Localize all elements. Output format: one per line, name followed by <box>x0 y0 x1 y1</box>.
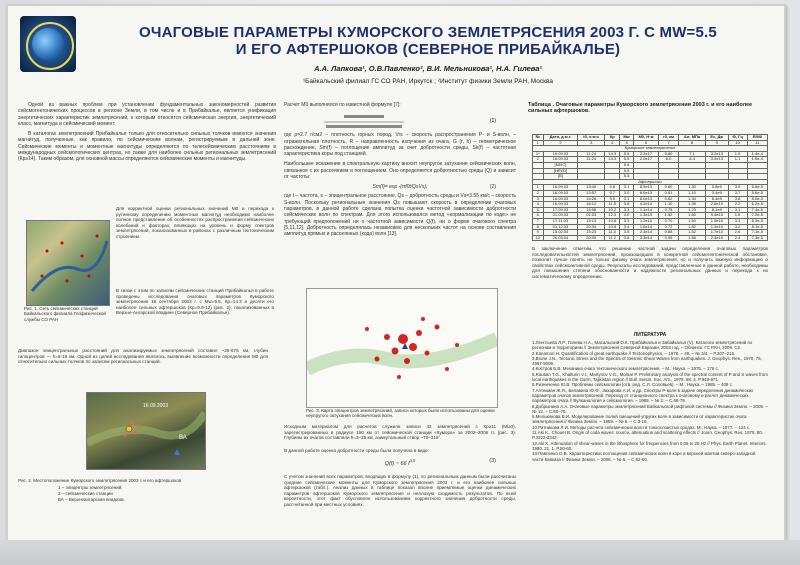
table-cell: 4 <box>605 140 620 146</box>
kumora-paragraph: В связи с этим по записям сейсмических станций Прибайкалья в работе проведены исследования очаговых параметров Куморского землетрясения 16 сентября 2003 г. с Mw=5.5, Кр=14.3 и десяти его наиболее сильных афтершоков (Кр=9.6-12) (рис. 2), локализованных в Верхне-Ангарской впадине (Северное Прибайкалье). <box>116 288 274 316</box>
epicenter-cluster <box>365 317 459 379</box>
aftershock-marker <box>133 431 136 434</box>
fig1-caption: Рис. 1. Сеть сейсмических станций Байкальского филиала Геофизической службы СО РАН <box>24 306 106 322</box>
literature-item: 11.Aki K., Chouet B. Origin of coda waves: source, attenuation and scattering effects // Journ. Geophys. Res. 1975. 80. P.3322-3342. <box>532 430 763 441</box>
table-cell: 01.12.03 <box>543 224 578 230</box>
table-cell: 3 <box>578 140 605 146</box>
table-cell: 9 <box>533 230 544 236</box>
table-cell: Δσ, МПа <box>678 135 705 141</box>
table-cell: 7.3e-5 <box>747 235 767 241</box>
table-cell: 1* <box>533 151 544 157</box>
aftershock-marker <box>129 421 132 424</box>
epicenter-marker <box>416 330 422 336</box>
table-cell: 3.1 <box>728 207 747 213</box>
epicenter-map-graphic <box>87 393 205 469</box>
data-paragraph: Исходным материалом для расчетов служили записи 42 землетрясений с Кр≥11 (Ml≥3), зарегистрированных в радиусе 150 км от сейсмической станции «Кумора» за 2002–2006 гг. (рис. 3). Глубины их очагов составляли h=3–25 км, азимутальный створ ~70–315°. <box>284 424 516 441</box>
formula-explanation: где ρ=2.7 г/см2 – плотность горных пород, Vrs – скорость распространения P- и S-волн, – отражательная плотность, R – направленность излучения из очага, G (r, h) – геометрическое расхождение, Sm(f) – поглощение амплитуд за счет добротности среды, Sk(f) – частотная характеристика коры под станцией. <box>284 132 516 158</box>
fig2-legend-1: 1 – эпицентры землетрясений; <box>58 485 123 490</box>
table-cell: 1.66 <box>678 235 705 241</box>
table-cell: 1.5e-4 <box>747 157 767 163</box>
table-cell: 1.39 <box>678 202 705 208</box>
table-cell: 0.95 <box>659 235 679 241</box>
table-cell: 8 <box>678 140 705 146</box>
aftershock-marker <box>137 424 140 427</box>
poster-title-line1: ОЧАГОВЫЕ ПАРАМЕТРЫ КУМОРСКОГО ЗЕМЛЕТРЯСЕНИЯ 2003 Г. С MW=5.5 <box>139 24 717 41</box>
table-cell: 5.80 <box>659 151 679 157</box>
conclusion-paragraph: В заключение отметим, что решение частной задачи определения очаговых параметров последовательностей землетрясений, произошедших в конкретной сейсмотектонической обстановке, позволит лучше понять не только физику очага землетрясения, но и получить важную информацию о свойствах сейсмоактивной среды. Результаты исследований, представленные в данной работе, необходимы для повышения степени обоснованности и надежности региональных данных и перехода к их систематическому определению. <box>532 246 768 279</box>
table-cell: 4.0 <box>620 213 633 219</box>
table-cell: 2 <box>533 157 544 163</box>
table-cell: 16.09.03 <box>543 151 578 157</box>
formula-intro: Расчет M0 выполнялся по известной формуле [7]: <box>284 102 401 108</box>
station-marker <box>96 235 99 238</box>
table-cell: 1.10 <box>659 202 679 208</box>
table-cell: 1.0 <box>728 151 747 157</box>
formula-3-exponent: 0,8 <box>409 458 416 463</box>
table-cell: 10.2 <box>605 207 620 213</box>
table-header-row <box>533 135 768 141</box>
table-cell: [HRVD] <box>543 168 578 174</box>
epicenter-marker <box>404 358 410 364</box>
table-cell: 0.62 <box>659 196 679 202</box>
table-cell: 13:40 <box>578 185 605 191</box>
table-cell: 1.6e14 <box>633 224 658 230</box>
poster-affiliation: ¹Байкальский филиал ГС СО РАН, Иркутск ; ²Институт физики Земли РАН, Москва <box>303 78 553 85</box>
literature-item: 5.Rautian T.G., Khalturin V.I., Martynov V.G., Molnar P. Preliminary analysis of the spectral content of P and S waves from local earthquakes in the Garm, Tajikistan region // Bull. Seism. Soc. Am., 1978. 68. 4. P.949-971. <box>532 371 768 383</box>
table-cell: t0, ч:м:с <box>578 135 605 141</box>
station-network-map <box>26 220 110 306</box>
table-cell: 7 <box>659 140 679 146</box>
table-cell: 1.2e14 <box>633 218 658 224</box>
table-cell: 5.5 <box>620 168 633 174</box>
table-cell: 0.88 <box>659 230 679 236</box>
literature-item: 3.Brune J.N., Tectonic Stress and the Spectra of Seismic Shear Waves from earthquakes. J. Geophys. Res., 1970, 75, 4997-5009. <box>532 355 762 367</box>
table-cell: 6 <box>533 213 544 219</box>
column-left <box>18 102 276 532</box>
table-cell: № <box>533 135 544 141</box>
formula-denominator <box>326 125 402 128</box>
table-cell: 7.1e-5 <box>747 230 767 236</box>
table-cell: 2 <box>543 140 578 146</box>
table-cell: 5.5 <box>620 157 633 163</box>
table-cell: 10 <box>533 235 544 241</box>
table-cell: 1.4e-4 <box>747 151 767 157</box>
table-cell: 11.5 <box>605 202 620 208</box>
table-cell: 10 <box>728 140 747 146</box>
epicenter-marker <box>398 334 408 344</box>
lake-shape <box>32 241 107 291</box>
table-cell: 6.4 <box>678 157 705 163</box>
literature-item: 10.Ратникова Л.И. Методы расчета сейсмических волн в тонкослоистых средах. М.: Наука. – 1977. – 124 с. <box>532 424 751 430</box>
table-cell: 16.09.03 <box>543 196 578 202</box>
table-cell: 11.0 <box>605 230 620 236</box>
q-paragraph: Наибольшее искажение в спектральную картину вносит неупругое затухание сейсмических волн, связанное с их рассеянием и поглощением. Оно определяется добротностью среды (Q) и зависит от частоты: <box>284 161 516 181</box>
table-cell: 1.3e15 <box>633 213 658 219</box>
table-cell: 26.03.04 <box>543 235 578 241</box>
epicenter-marker <box>455 343 459 347</box>
table-cell: 16.09.03 <box>543 157 578 163</box>
table-cell: 3.0e13 <box>706 157 728 163</box>
table-cell: 8.0e13 <box>633 196 658 202</box>
table-cell: 1.30 <box>678 185 705 191</box>
table-cell: 3.3 <box>620 218 633 224</box>
institute-logo <box>20 16 76 72</box>
table-cell: 5.5 <box>620 174 633 180</box>
q-method-paragraph: где t – частота, s – эпицентральное расстояние, Qs – добротность среды и Vs=3.55 км/с – скорость S-волн. Поскольку региональные значения Qs повышают скорость в определении очаговых параметров, в данной работе сделана попытка оценки частотной зависимости добротности сейсмических волн по спектрам. Для этого использовался метод «нормализации по коде» не требующий предположений ни о частотной зависимости Q(f), ни о форме очагового спектра [5,11,12]. Добротность определялась независимо для нескольких частот на основе составления амплитуд прямых и рассеянных (кода) волн [13]. <box>284 193 516 238</box>
table-cell: 2.4e14 <box>633 230 658 236</box>
table-cell: 11:24 <box>578 157 605 163</box>
table-cell: 16.09.03 <box>543 190 578 196</box>
distance-paragraph: Диапазон эпицентральных расстояний для анализируемых землетрясений составил ~25-676 км, глубин гипоцентров — h=8-19 км. Одной из целей исследования являлось выявление возможности определения M0 для относительно сильных толчков по записям региональных станций. <box>18 348 268 365</box>
table-cell: 1.7e10 <box>706 230 728 236</box>
table-cell: M0, Н·м <box>633 135 658 141</box>
table-cell: 1.52 <box>659 213 679 219</box>
table-cell: 6.2e-5 <box>747 202 767 208</box>
table-cell: r0, км <box>659 135 679 141</box>
epicenter-marker <box>384 334 390 340</box>
table-cell: 1.23 <box>678 207 705 213</box>
table-cell: 3.6 <box>620 202 633 208</box>
table-cell: 3.1 <box>620 196 633 202</box>
station-marker <box>88 275 91 278</box>
table-cell: 9.9 <box>605 196 620 202</box>
table-cell: 2.4e10 <box>706 235 728 241</box>
literature-list <box>532 340 768 462</box>
parameters-table-wrapper <box>532 134 768 241</box>
literature-item: 9.Мелькинова В.И. Моделирование полей смещений упругих волн в зависимости от характеристик очага землетрясения // Физика Земли. – 1969. – № 9. – С.3-16. <box>532 414 747 425</box>
table-cell: 21.09.03 <box>543 213 578 219</box>
table-cell: 9 <box>706 140 728 146</box>
q-epicenter-map <box>306 288 498 408</box>
station-marker <box>41 275 44 278</box>
table-section-main-label: Куморское землетрясение <box>533 146 768 152</box>
table-cell: 3.2e13 <box>706 151 728 157</box>
basin-shape <box>87 413 205 443</box>
table-cell: 0.61 <box>659 190 679 196</box>
table-cell: 1.50 <box>678 218 705 224</box>
table-cell: 14:26 <box>578 196 605 202</box>
table-title: Таблица . Очаговые параметры Куморского землетрясения 2003 г. и его наиболее сильных афтершоков. <box>528 102 753 114</box>
station-marker <box>61 242 64 245</box>
globe-icon <box>32 28 64 60</box>
table-cell: 3.1 <box>620 185 633 191</box>
table-cell: 1.82 <box>678 224 705 230</box>
column-right <box>524 102 776 532</box>
epicenter-marker <box>375 357 380 362</box>
table-cell: 6 <box>633 140 658 146</box>
epicenter-marker <box>445 367 449 371</box>
table-cell: 8.3e-5 <box>747 218 767 224</box>
formula-1 <box>284 112 516 132</box>
table-cell: 1.34 <box>678 196 705 202</box>
method-paragraph: Для корректной оценки региональных значений M0 и перехода к рутинному определению моментных магнитуд необходимо наиболее полное представление об особенностях распространения сейсмических колебаний и факторах, влияющих на уровень и форму спектров землетрясений, локализованных в районах с различным тектоническим строением. <box>116 206 274 239</box>
map2-basin-label: ВА <box>179 435 187 441</box>
table-cell: 2.4 <box>728 235 747 241</box>
table-cell: 1.52 <box>678 230 705 236</box>
table-cell: 5.5 <box>620 151 633 157</box>
table-cell: 0.60 <box>659 185 679 191</box>
table-cell: 16.09.03 <box>543 185 578 191</box>
fig2-legend-2: 2 – сейсмические станции <box>58 491 113 496</box>
table-cell: 0.75 <box>659 207 679 213</box>
literature-item: 1.Ленгльева Л.Р., Гилева Н.А., Масальский О.К. Прибайкалья и Забайкалья (V). Каталоги землетрясений по регионам и территориям // Землетрясения Северной Евразии, 2003 год. – Обнинск: ГС РАН, 2009. С2. <box>532 340 753 351</box>
table-cell: 7.2e-5 <box>747 213 767 219</box>
table-cell: 14:58 <box>578 207 605 213</box>
table-cell: 2.0e17 <box>633 157 658 163</box>
table-cell: 1 <box>533 185 544 191</box>
map2-date-label: 16.09.2003 <box>143 403 169 409</box>
table-cell: 10.8 <box>605 224 620 230</box>
mainshock-marker <box>126 426 132 432</box>
literature-item: 6.Ризниченко Ю.В. Проблемы сейсмологии (отв. ред. С.Л. Соловьев). – М.: Наука. – 1985. – 408 с. <box>532 382 734 388</box>
aftershock-marker <box>123 433 126 436</box>
table-cell: 1.60 <box>678 213 705 219</box>
epicenter-marker <box>365 327 369 331</box>
poster <box>6 4 786 544</box>
table-cell: 6.4e9 <box>706 196 728 202</box>
table-cell: 5.6e-5 <box>747 190 767 196</box>
table-cell: 4 <box>533 202 544 208</box>
table-cell: 2 <box>533 190 544 196</box>
literature-item: 2.Kanamori H. Quantification of great earthquake // Tectonophysics. – 1978. – 49. – № 3/4. – P.207–216. <box>532 350 736 356</box>
table-cell: 9.7 <box>605 190 620 196</box>
table-cell: 11:24 <box>578 151 605 157</box>
table-cell: 1.0e10 <box>706 218 728 224</box>
table-cell: 6.0e13 <box>633 190 658 196</box>
table-cell: 11 <box>747 140 767 146</box>
poster-authors: А.А. Лапкова¹, О.В.Павленко², В.И. Мельникова¹, Н.А. Гилева¹ <box>314 64 542 73</box>
table-cell: [NEIC] <box>543 162 578 168</box>
formula-numerator <box>344 115 384 118</box>
literature-item: 12.Aki K. Attenuation of shear-waves in the lithosphere for frequencies from 0.05 to 25 Hz // Phys. Earth Planet. Interiors. 1980. 21. 1. P.50-60. <box>532 440 767 451</box>
table-cell: Mw <box>620 135 633 141</box>
station-marker <box>66 280 69 283</box>
table-cell: 13:57 <box>578 190 605 196</box>
table-cell: 20:34 <box>578 224 605 230</box>
column-middle <box>284 102 516 532</box>
catalog-paragraph: В каталогах землетрясений Прибайкалья только для относительно сильных толчков имеются значения магнитуд, полученные, как правило, по сейсмическим волнам, регистрируемым в дальней зоне. Сейсмические моменты и моментные магнитуды определяются по телесейсмическим расстояниям в международных сейсмологических центрах, но также для наиболее сильных региональных землетрясений (Кр≥14). Таким образом, для основной массы определяются сейсмические моменты и магнитуды. <box>18 131 276 163</box>
table-cell: 3 <box>533 196 544 202</box>
table-cell: 3.6 <box>620 235 633 241</box>
table-cell: 16:12 <box>578 202 605 208</box>
table-cell: 8.5e13 <box>633 185 658 191</box>
table-cell: 1 <box>533 140 544 146</box>
epicenter-map <box>86 392 206 470</box>
poster-title-line2: И ЕГО АФТЕРШОКОВ (СЕВЕРНОЕ ПРИБАЙКАЛЬЕ) <box>235 41 621 58</box>
table-cell: 3.4e9 <box>706 190 728 196</box>
epicenter-marker <box>392 348 399 355</box>
epicenter-marker <box>435 325 440 330</box>
table-cell: 1.1e14 <box>633 207 658 213</box>
table-cell: 3.8 <box>728 196 747 202</box>
table-cell: 1.3e10 <box>706 224 728 230</box>
parameters-table <box>532 134 768 241</box>
table-cell: 15.02.04 <box>543 230 578 236</box>
intro-paragraph: Одной из важных проблем при установлении фундаментальных закономерностей развития сейсмотектонических процессов в регионе Земли, в том числе и в Прибайкалье, является унификация энергетических характеристик землетрясений, к которым относятся сейсмическая энергия, энергетический класс, магнитуда и сейсмический момент. <box>18 102 276 127</box>
table-cell: Дата, д.м.г. <box>543 135 578 141</box>
table-cell: 2.2 <box>728 202 747 208</box>
table-cell: 3.5 <box>620 230 633 236</box>
table-cell: 4.2e14 <box>633 202 658 208</box>
table-cell: 12.0 <box>605 213 620 219</box>
literature-item: 7.Аптекман Ж.Я., Белавина Ю.Ф., Захарова А.И. и др. Спектры P-волн в задаче определения динамических параметров очагов землетрясений. Переход от станционного спектра к очаговому и расчет динамических параметров очага // Вулканология и сейсмология. – 1989. – № 2. – С.66-79. <box>532 387 754 404</box>
table-cell: 2.6e10 <box>706 202 728 208</box>
table-cell: 1.1 <box>728 157 747 163</box>
formula-2 <box>284 184 516 190</box>
table-cell: 14.3 <box>605 151 620 157</box>
table-cell: 6.8e-5 <box>747 185 767 191</box>
table-cell: 5 <box>620 140 633 146</box>
table-cell: 17.11.03 <box>543 218 578 224</box>
table-cell: 2.6 <box>728 230 747 236</box>
table-cell: 11.2 <box>605 235 620 241</box>
table-cell: Ес, Дж <box>706 135 728 141</box>
literature-item: 8.Добрынина А.А. Очаговые параметры землетрясений Байкальской рифтовой системы // Физика Земли. – 2009. – № 12. – С.60–75. <box>532 403 768 414</box>
q-result-paragraph: В данной работе оценка добротности среды была получена в виде: <box>284 448 430 453</box>
table-cell: 1.6 <box>728 213 747 219</box>
literature-item: 4.Костров Б.В. Механика очага тектонического землетрясения. – М.: Наука. – 1975. – 176 с. <box>532 366 719 372</box>
table-cell: 8.1e9 <box>706 207 728 213</box>
formula-1-number: (1) <box>489 118 496 125</box>
epicenter-marker <box>425 351 430 356</box>
q-epicenter-map-graphic <box>307 289 497 407</box>
fig2-legend-3: ВА – Верхнеангарская впадина. <box>58 497 125 502</box>
table-cell: 7 <box>533 218 544 224</box>
epicenter-marker <box>409 343 417 351</box>
table-cell: f0, Гц <box>728 135 747 141</box>
table-cell: 3.2 <box>728 224 747 230</box>
epicenter-marker <box>397 375 401 379</box>
table-cell: 15:13 <box>578 218 605 224</box>
final-paragraph: С учетом значений всех параметров, входящих в формулу (1), по региональным данным были рассчитаны средние сейсмические моменты для Куморского землетрясения 2003 г. и его наиболее сильных афтершоков (табл.). Анализ данных в таблице показал вполне приемлемые оценки динамических параметров афтершоков Куморского землетрясения и неплохую сходимость результатов. По всей вероятности, этот факт обусловлен использованием корректного значения добротности среды, рассчитанной при местных условиях. <box>284 474 516 507</box>
table-cell: 10.8 <box>605 218 620 224</box>
table-cell: E/M0 <box>747 135 767 141</box>
table-cell: 7.1 <box>678 151 705 157</box>
table-cell: 5 <box>533 207 544 213</box>
table-cell: 5.8e9 <box>706 185 728 191</box>
table-cell: 3.9 <box>728 185 747 191</box>
wall-bottom-edge <box>0 540 800 565</box>
formula-3 <box>284 458 516 467</box>
table-row <box>533 235 768 241</box>
formula-2-number: (2) <box>489 184 496 191</box>
table-cell: 6.0 <box>659 157 679 163</box>
literature-item: 13.Павленко О.В. Характеристики поглощения сейсмических волн в коре и верхней мантии северо-западной части Кавказа // Физика Земли. – 2008. – № 6. – С.52-60. <box>532 451 756 462</box>
table-cell: 3.3e14 <box>633 235 658 241</box>
table-cell: 17.09.03 <box>543 207 578 213</box>
table-cell: 5.6 <box>620 162 633 168</box>
table-cell: 8.0e-5 <box>747 196 767 202</box>
table-cell: Кр <box>605 135 620 141</box>
table-cell: 7.4e-5 <box>747 207 767 213</box>
fig2-caption: Рис. 2. Местоположение Куморского землетрясения 2003 г. и его афтершоков <box>18 478 182 483</box>
table-cell: 3.4 <box>620 224 633 230</box>
fig3-caption: Рис. 3. Карта эпицентров землетрясений, записи которых были использованы для оценки неупругого затухания сейсмических волн. <box>306 408 495 419</box>
table-cell: 01:03 <box>578 213 605 219</box>
table-cell: 20:09 <box>578 235 605 241</box>
table-section-aftershocks-label: Афтершоки <box>533 179 768 185</box>
table-cell: 0.70 <box>659 218 679 224</box>
table-cell: 3.7 <box>728 190 747 196</box>
station-network-map-graphic <box>27 221 109 305</box>
formula-3-number: (3) <box>489 458 496 464</box>
table-cell: 9.4e10 <box>706 213 728 219</box>
formula-2-text: Sm(f)= exp -(πf0t/QsVs), <box>372 184 428 191</box>
station-icon <box>174 449 180 455</box>
station-marker <box>81 255 84 258</box>
epicenter-marker <box>421 317 425 321</box>
formula-3-text: Q(f) ~ 66 f <box>384 460 410 467</box>
table-cell: 14.3 <box>605 157 620 163</box>
table-cell: 9.8 <box>605 185 620 191</box>
table-cell: [B] <box>543 174 578 180</box>
table-cell: 8 <box>533 224 544 230</box>
station-marker <box>46 250 49 253</box>
table-cell: 15:23 <box>578 230 605 236</box>
poster-title <box>128 24 728 58</box>
table-cell: 0.72 <box>659 224 679 230</box>
literature-section <box>532 330 768 462</box>
table-cell: 16.09.03 <box>543 202 578 208</box>
table-cell: 3.0 <box>620 190 633 196</box>
table-cell: 8.1e-5 <box>747 224 767 230</box>
table-cell: 3.3 <box>728 218 747 224</box>
table-cell: 3.3 <box>620 207 633 213</box>
table-cell: 1.10 <box>678 190 705 196</box>
literature-title: ЛИТЕРАТУРА <box>633 332 667 338</box>
table-cell: 2.2e17 <box>633 151 658 157</box>
formula-1-graphic <box>284 112 516 132</box>
